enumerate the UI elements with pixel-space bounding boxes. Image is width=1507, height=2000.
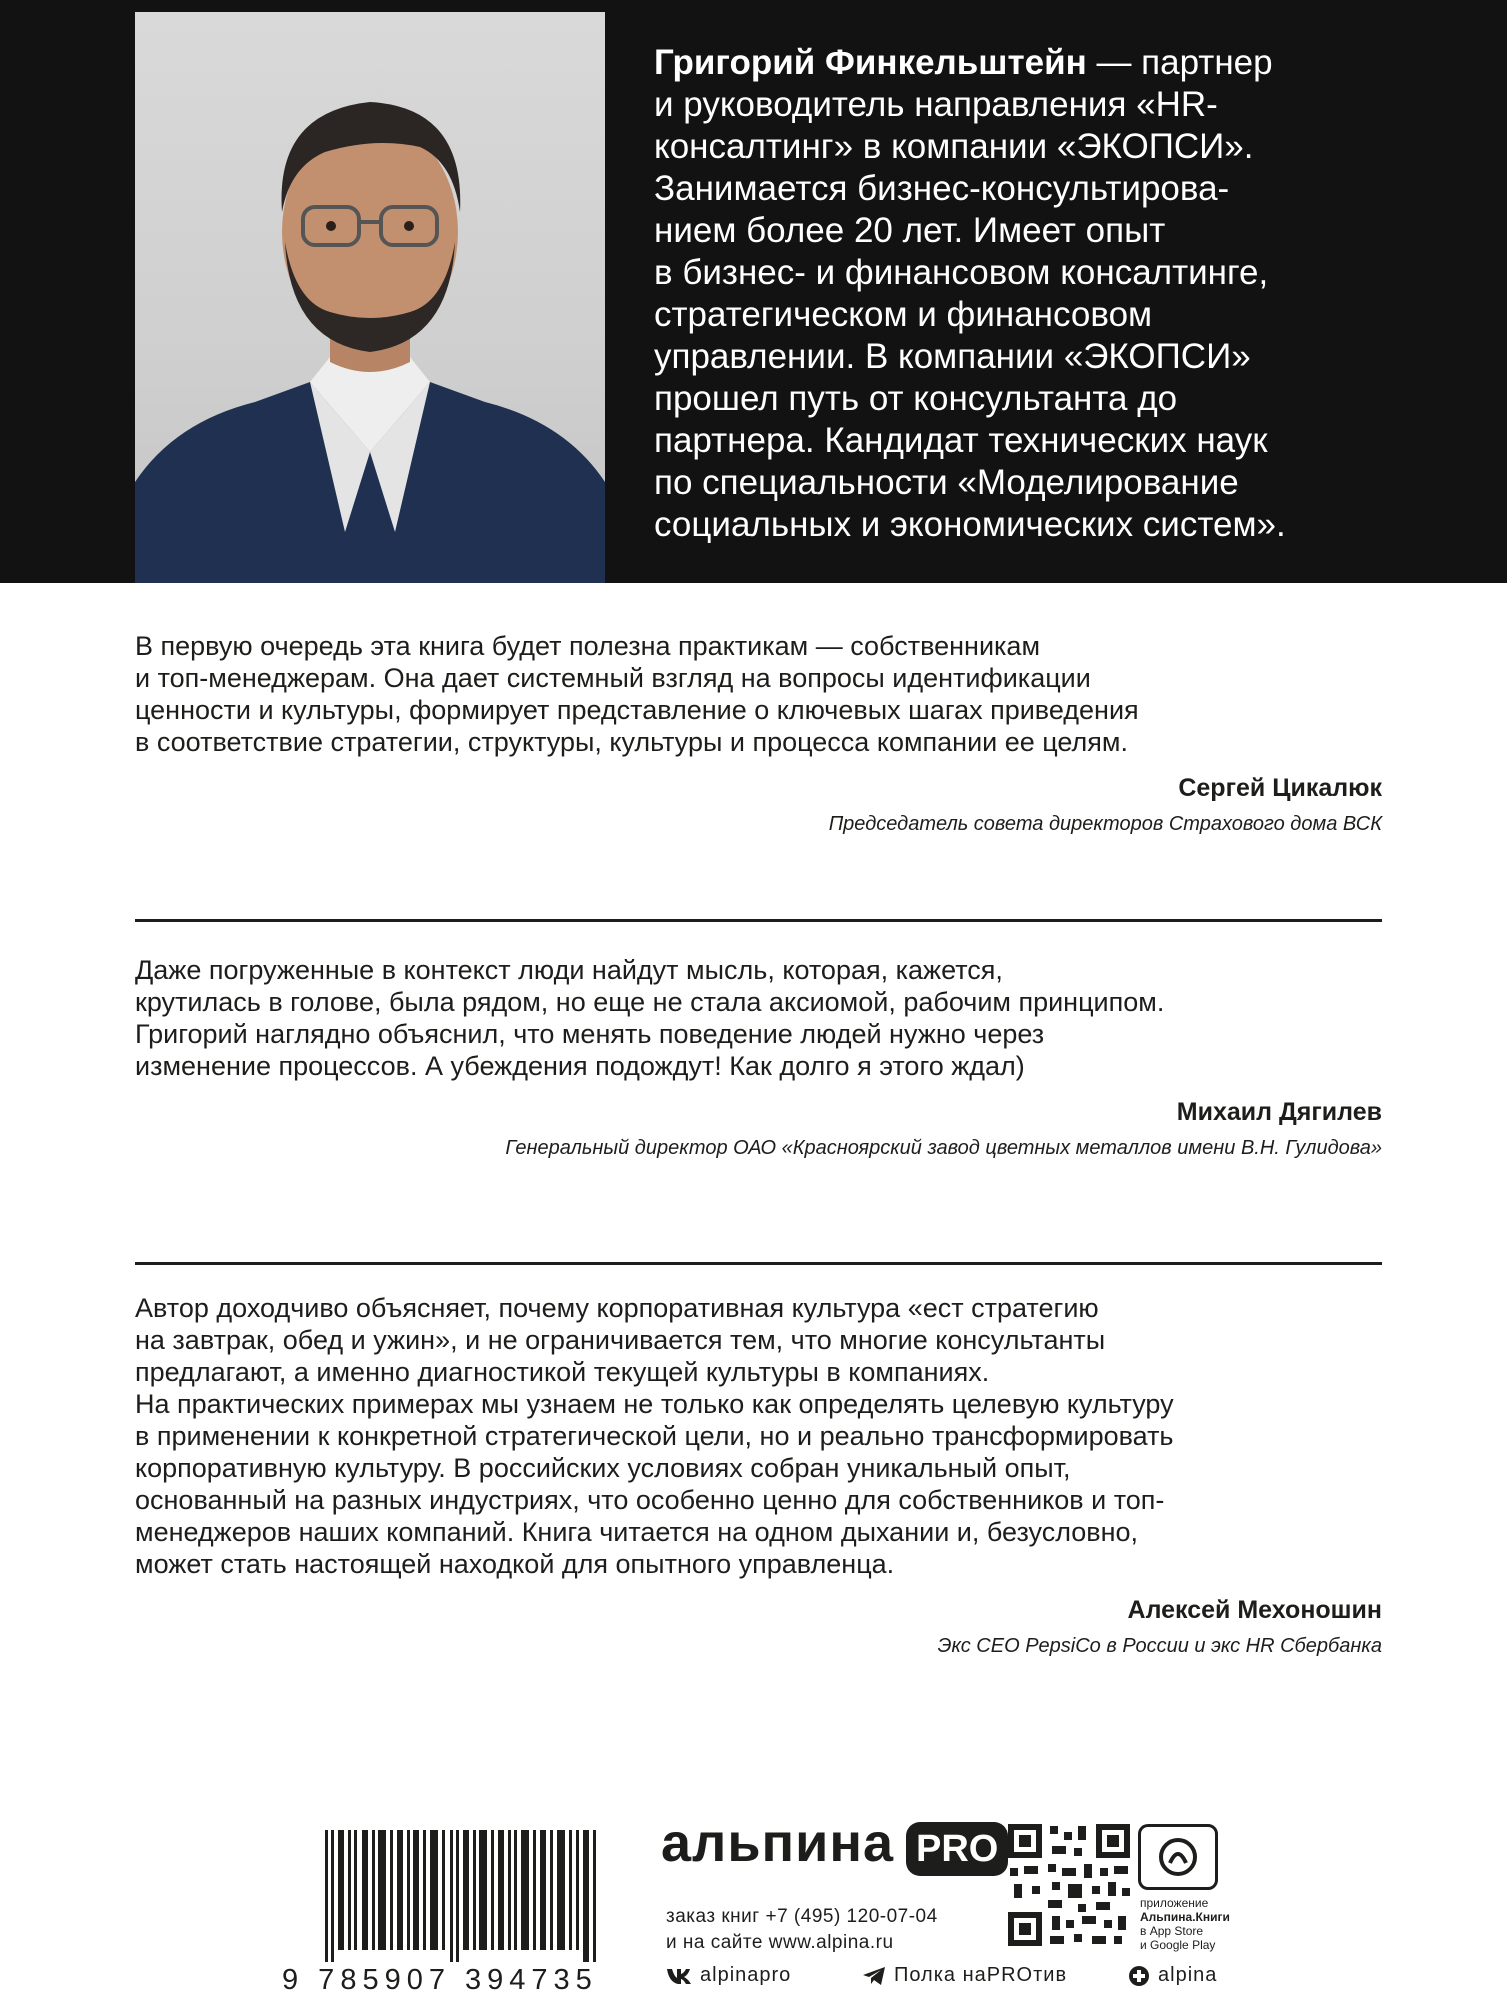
quote-text [135,954,1382,1082]
quote-line: предлагают, а именно диагностикой текущей культуры в компаниях. [135,1357,990,1387]
review-quote-2 [135,954,1382,1160]
quote-author-role: Экс CEO PepsiCo в России и экс HR Сбербанка [937,1635,1382,1657]
app-caption: и Google Play [1140,1938,1216,1952]
quote-line: Автор доходчиво объясняет, почему корпоративная культура «ест стратегию [135,1293,1099,1323]
social-label: alpina [1158,1964,1218,1986]
bio-line: и руководитель направления «HR- [654,85,1218,124]
bio-line: партнера. Кандидат технических наук [654,421,1268,460]
author-portrait [135,12,605,583]
isbn-barcode [270,1830,640,1962]
social-label: alpinapro [700,1964,792,1986]
bio-line: Занимается бизнес-консультирова- [654,169,1230,208]
quote-line: в соответствие стратегии, структуры, культуры и процесса компании ее целям. [135,727,1128,757]
author-bio [654,42,1474,546]
social-telegram[interactable] [862,1964,1067,1987]
telegram-icon [862,1966,886,1986]
app-caption: приложение [1140,1896,1209,1910]
review-quote-3 [135,1292,1382,1658]
alpina-app-icon [1156,1835,1200,1879]
quote-text [135,630,1382,758]
order-phone: заказ книг +7 (495) 120-07-04 [666,1906,938,1927]
bio-line-first [654,42,1474,84]
bio-line: по специальности «Моделирование [654,463,1239,502]
quote-line: Даже погруженные в контекст люди найдут мысль, которая, кажется, [135,955,1003,985]
review-quote-1 [135,630,1382,836]
author-photo-illustration [135,12,605,583]
app-caption: в App Store [1140,1924,1204,1938]
social-vk[interactable] [666,1964,791,1987]
quote-author: Алексей Мехоношин [1127,1596,1382,1624]
bio-line: прошел путь от консультанта до [654,379,1178,418]
quote-author: Михаил Дягилев [1176,1098,1382,1126]
quote-line: Григорий наглядно объяснил, что менять поведение людей нужно через [135,1019,1045,1049]
quote-line: менеджеров наших компаний. Книга читается на одном дыхании и, безусловно, [135,1517,1139,1547]
bio-line: управлении. В компании «ЭКОПСИ» [654,337,1251,376]
quote-line: на завтрак, обед и ужин», и не ограничивается тем, что многие консультанты [135,1325,1106,1355]
quote-line: и топ-менеджерам. Она дает системный взгляд на вопросы идентификации [135,663,1091,693]
vk-icon [666,1967,692,1985]
quote-author-role: Генеральный директор ОАО «Красноярский завод цветных металлов имени В.Н. Гулидова» [505,1137,1382,1159]
bio-line: консалтинг» в компании «ЭКОПСИ». [654,127,1254,166]
author-name: Григорий Финкельштейн [654,43,1087,82]
bio-line: стратегическом и финансовом [654,295,1153,334]
quote-line: может стать настоящей находкой для опытного управленца. [135,1549,895,1579]
app-caption: Альпина.Книги [1140,1910,1230,1924]
quote-line: крутилась в голове, была рядом, но еще не стала аксиомой, рабочим принципом. [135,987,1165,1017]
order-website: и на сайте www.alpina.ru [666,1932,894,1953]
quote-author: Сергей Цикалюк [1178,774,1382,802]
bio-line: социальных и экономических систем». [654,505,1286,544]
section-divider [135,1262,1382,1265]
quote-line: в применении к конкретной стратегической цели, но и реально трансформировать [135,1421,1174,1451]
social-alpina[interactable] [1128,1964,1217,1987]
quote-line: основанный на разных индустриях, что особенно ценно для собственников и топ- [135,1485,1165,1515]
qr-code [1008,1824,1130,1946]
bio-first-line-rest: — партнер [1086,43,1273,82]
plus-circle-icon [1128,1965,1150,1987]
social-label: Полка наPROтив [894,1964,1068,1986]
quote-text [135,1292,1382,1580]
alpina-app-logo [1138,1824,1218,1890]
quote-line: На практических примерах мы узнаем не только как определять целевую культуру [135,1389,1174,1419]
quote-author-role: Председатель совета директоров Страхового дома ВСК [828,813,1382,835]
quote-line: корпоративную культуру. В российских условиях собран уникальный опыт, [135,1453,1071,1483]
section-divider [135,919,1382,922]
bio-line: в бизнес- и финансовом консалтинге, [654,253,1269,292]
bio-line: нием более 20 лет. Имеет опыт [654,211,1166,250]
quote-line: ценности и культуры, формирует представление о ключевых шагах приведения [135,695,1139,725]
publisher-logo-badge: PRO [906,1822,1008,1876]
quote-line: изменение процессов. А убеждения подождут! Как долго я этого ждал) [135,1051,1025,1081]
quote-line: В первую очередь эта книга будет полезна практикам — собственникам [135,631,1041,661]
publisher-logo-text: альпина [661,1813,894,1873]
isbn-number: 9 785907 394735 [282,1964,598,1996]
